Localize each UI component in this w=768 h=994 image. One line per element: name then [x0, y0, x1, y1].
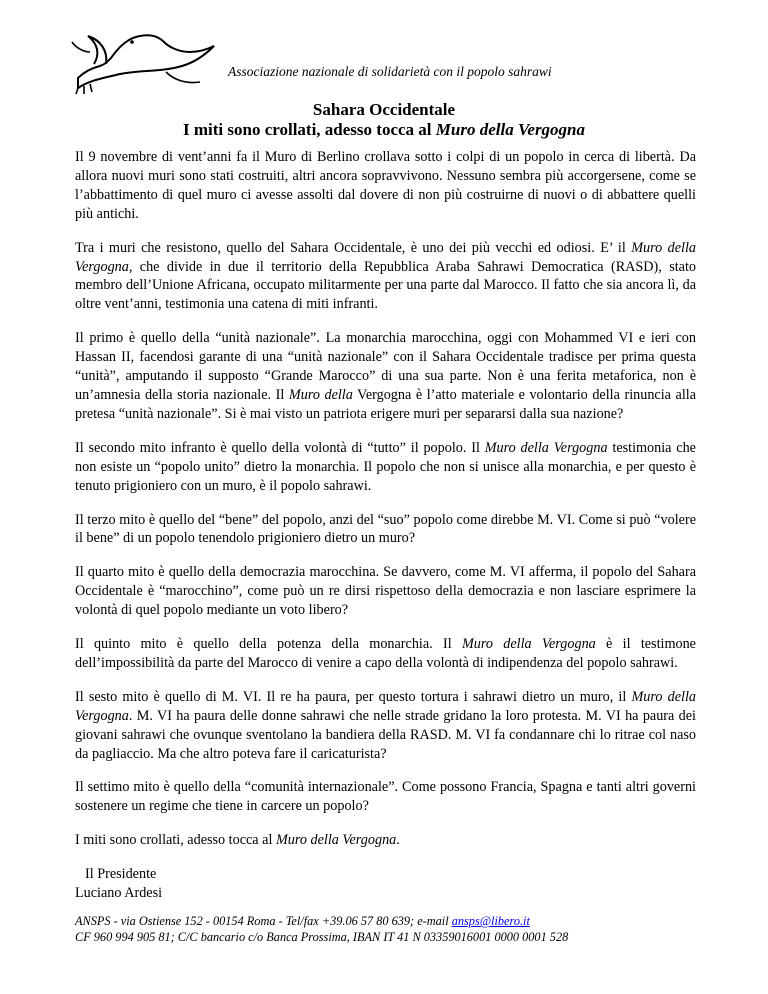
title-line-1: Sahara Occidentale — [312, 100, 456, 119]
organization-name: Associazione nazionale di solidarietà con il popolo sahrawi — [228, 64, 552, 79]
page-title — [0, 100, 768, 140]
title-line-2: I miti sono crollati, adesso tocca al Muro della Vergogna — [182, 120, 586, 139]
paragraph-2: Tra i muri che resistono, quello del Sahara Occidentale, è uno dei più vecchi ed odiosi. E’ il Muro della Vergogna, che divide in due il territorio della Repubblica Araba Sahrawi Democratica (RASD), stato membro dell’Unione Africana, occupato militarmente per una parte dal Marocco. Il fatto che sia ancora lì, da oltre vent’anni, testimonia una catena di miti infranti. — [75, 239, 696, 313]
footer — [75, 913, 568, 945]
dove-logo-icon — [70, 28, 220, 96]
paragraph-9: Il settimo mito è quello della “comunità internazionale”. Come possono Francia, Spagna e tanti altri governi sostenere un regime che tiene in carcere un popolo? — [75, 779, 696, 815]
paragraph-5: Il terzo mito è quello del “bene” del popolo, anzi del “suo” popolo come direbbe M. VI. Come si può “volere il bene” di un popolo tenendolo prigioniero dietro un muro? — [75, 511, 696, 547]
letter-body — [75, 148, 696, 903]
signature-name: Luciano Ardesi — [75, 885, 163, 902]
paragraph-4: Il secondo mito infranto è quello della volontà di “tutto” il popolo. Il Muro della Vergogna testimonia che non esiste un “popolo unito” dietro la monarchia. Il popolo che non si unisce alla monarchia, e per questo è tenuto prigioniero con un muro, è il popolo sahrawi. — [75, 439, 696, 494]
email-link[interactable]: ansps@libero.it — [451, 914, 530, 928]
footer-contact: ANSPS - via Ostiense 152 - 00154 Roma - Tel/fax +39.06 57 80 639; e-mail ansps@libero.it — [75, 914, 530, 928]
signature — [75, 865, 696, 903]
paragraph-3: Il primo è quello della “unità nazionale”. La monarchia marocchina, oggi con Mohammed VI e ieri con Hassan II, facendosi garante di una “unità nazionale” con il Sahara Occidentale tradisce per prima questa “unità”, amputando il supposto “Grande Marocco” di una sua parte. Non è una ferita metaforica, non è un’amnesia della storia nazionale. Il Muro della Vergogna è l’atto materiale e volontario della rinuncia alla pretesa “unità nazionale”. Si è mai visto un patriota erigere muri per separarsi dalla sua nazione? — [75, 330, 696, 422]
footer-bank-info: CF 960 994 905 81; C/C bancario c/o Banca Prossima, IBAN IT 41 N 03359016001 0000 0001 528 — [75, 930, 569, 944]
paragraph-7: Il quinto mito è quello della potenza della monarchia. Il Muro della Vergogna è il testimone dell’impossibilità da parte del Marocco di venire a capo della volontà di indipendenza del popolo sahrawi. — [75, 636, 696, 671]
paragraph-6: Il quarto mito è quello della democrazia marocchina. Se davvero, come M. VI afferma, il popolo del Sahara Occidentale è “marocchino”, come può un re dirsi rispettoso della democrazia e non lasciare esprimere la volontà di quel popolo mediante un voto libero? — [75, 564, 696, 619]
paragraph-8: Il sesto mito è quello di M. VI. Il re ha paura, per questo tortura i sahrawi dietro un muro, il Muro della Vergogna. M. VI ha paura delle donne sahrawi che nelle strade gridano la loro protesta. M. VI ha paura dei giovani sahrawi che ovunque sventolano la bandiera della RASD. M. VI fa condannare chi lo ritrae col naso da pagliaccio. Ma che altro poteva fare il caricaturista? — [75, 688, 696, 762]
paragraph-10: I miti sono crollati, adesso tocca al Muro della Vergogna. — [75, 832, 400, 849]
signature-role: Il Presidente — [85, 866, 157, 883]
paragraph-1: Il 9 novembre di vent’anni fa il Muro di Berlino crollava sotto i colpi di un popolo in cerca di libertà. Da allora nuovi muri sono stati costruiti, altri ancora sopravvivono. Nessuno sembra più accorgersene, come se l’abbattimento di quel muro ci avesse assolti dal dovere di non più costruirne di nuovi o di abbattere quelli più antichi. — [75, 149, 696, 222]
